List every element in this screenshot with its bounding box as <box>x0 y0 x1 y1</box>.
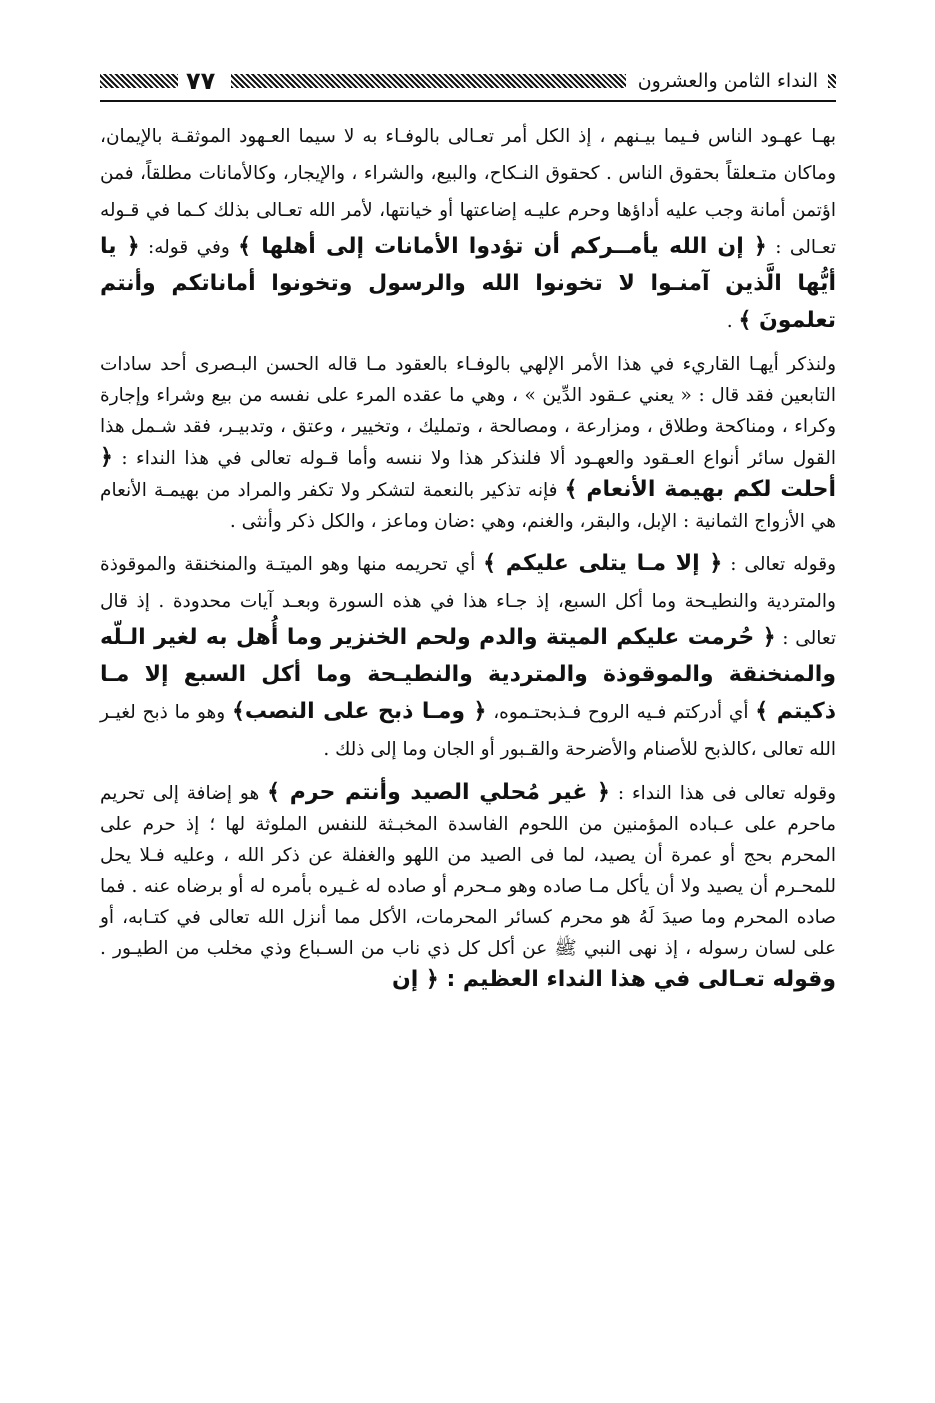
quran-verse: ﴿ ومـا ذبح على النصب﴾ <box>231 699 487 724</box>
paragraph-text: هو إضافة إلى تحريم ماحرم على عـباده المؤمنين من اللحوم الفاسدة المخبـثة للنفس الملوثة لها ؛ إذ حرم على المحرم بحج أو عمرة أن يصيد، لما فى الصيد من اللهو والغفلة عن ذكر الله ، وعليه فـلا يحل للمحـرم أن يصيد ولا أن يأكل مـا صاده وهو مـحرم أو صاده له غـيره بأمره له أو برضاه عنه . فما صاده المحرم وما صيدَ لَهُ هو محرم كسائر المحرمات، الأكل مما أنزل الله تعالى في كتـابه، أو على لسان رسوله ، إذ نهى النبي ﷺ عن أكل كل ذي ناب من السـباع وذي مخلب من الطيـور . <box>100 783 836 959</box>
running-header <box>100 66 836 96</box>
paragraph-3 <box>100 546 836 768</box>
quran-verse: ﴿ غير مُحلي الصيد وأنتم حرم ﴾ <box>267 780 610 805</box>
paragraph-text: . <box>726 311 739 332</box>
paragraph-2 <box>100 349 836 537</box>
paragraph-text: بهـا عهـود الناس فـيما بيـنهم ، إذ الكل أمر تعـالى بالوفـاء به لا سيما العـهود الموثقـة بالإيمان، وماكان متـعلقاً بحقوق الناس . كحقوق النـكاح، والبيع، والشراء ، والإيجار، وكالأمانات مطلقاً، فمن اؤتمن أمانة وجب عليه أداؤها وحرم عليـه إضاعتها أو خيانتها، لأمر الله تعـالى بذلك كـما في قـوله تعـالى : <box>100 126 837 258</box>
paragraph-text: وهو ما ذبح لغيـر الله تعالى ،كالذبح للأصنام والأضرحة والقـبور أو الجان وما إلى ذلك . <box>100 702 836 760</box>
header-ornament-left <box>100 74 178 88</box>
quran-verse: ﴿ إلا مـا يتلى عليكم ﴾ <box>483 551 723 576</box>
quran-verse: ﴿ أحلت لكم بهيمة الأنعام ﴾ <box>100 445 836 502</box>
chapter-title: النداء الثامن والعشرون <box>637 70 818 92</box>
paragraph-text: وفي قوله: <box>139 237 239 258</box>
paragraph-text: أي أدركتم فـيه الروح فـذبحتـموه، <box>486 702 756 723</box>
paragraph-text: فإنه تذكير بالنعمة لتشكر ولا تكفر والمراد من بهيمـة الأنعام هي الأزواج الثمانية : الإبل، والبقر، والغنم، وهي :ضان وماعز ، والكل ذكر وأنثى . <box>100 480 836 532</box>
paragraph-text: ولنذكر أيهـا القاريء في هذا الأمر الإلهي بالوفـاء بالعقود مـا قاله الحسن البـصرى أحد سادات التابعين فقد قال : « يعني عـقود الدِّين » ، وهي ما عقده المرء على نفسه من بيع وشراء وإجارة وكراء ، ومناكحة وطلاق ، ومزارعة ، ومصالحة ، وتمليك ، وتخيير ، وعتق ، وتدبيـر، فقد شـمل هذا القول سائر أنواع العـقود والعهـود ألا فلنذكر هذا ولا ننسه وأما قـوله تعالى في هذا النداء : <box>100 354 836 469</box>
quran-verse: وقوله تعـالى في هذا النداء العظيم : ﴿ إن <box>391 967 836 992</box>
header-rule <box>100 100 836 102</box>
quran-verse: ﴿ إن الله يأمــركم أن تؤدوا الأمانات إلى أهلها ﴾ <box>238 234 767 259</box>
paragraph-text: أي تحريمه منها وهو الميتـة والمنخنقة والموقوذة والمتردية والنطيـحة وما أكل السبع، إذ جـاء هذا في هذه السورة وبعـد آيات محدودة . إذ قال تعالى : <box>100 554 836 649</box>
paragraph-1 <box>100 118 836 340</box>
page-body <box>100 118 836 996</box>
paragraph-4 <box>100 777 836 996</box>
paragraph-text: وقوله تعالى : <box>722 554 837 575</box>
quran-verse: ﴿ يا أيُّها الَّذين آمنـوا لا تخونوا الله والرسول وتخونوا أماناتكم وأنتم تعلمونَ ﴾ <box>100 234 836 333</box>
page-number: ٧٧ <box>186 67 216 95</box>
paragraph-text: وقوله تعالى فى هذا النداء : <box>609 783 837 804</box>
header-ornament-right <box>828 74 836 88</box>
header-ornament-middle <box>231 74 625 88</box>
quran-verse: ﴿ حُرمت عليكم الميتة والدم ولحم الخنزير وما أُهل به لغير الـلّه والمنخنقة والموقوذة والمتردية والنطيـحة وما أكل السبع إلا مـا ذكيتم ﴾ <box>100 625 837 724</box>
